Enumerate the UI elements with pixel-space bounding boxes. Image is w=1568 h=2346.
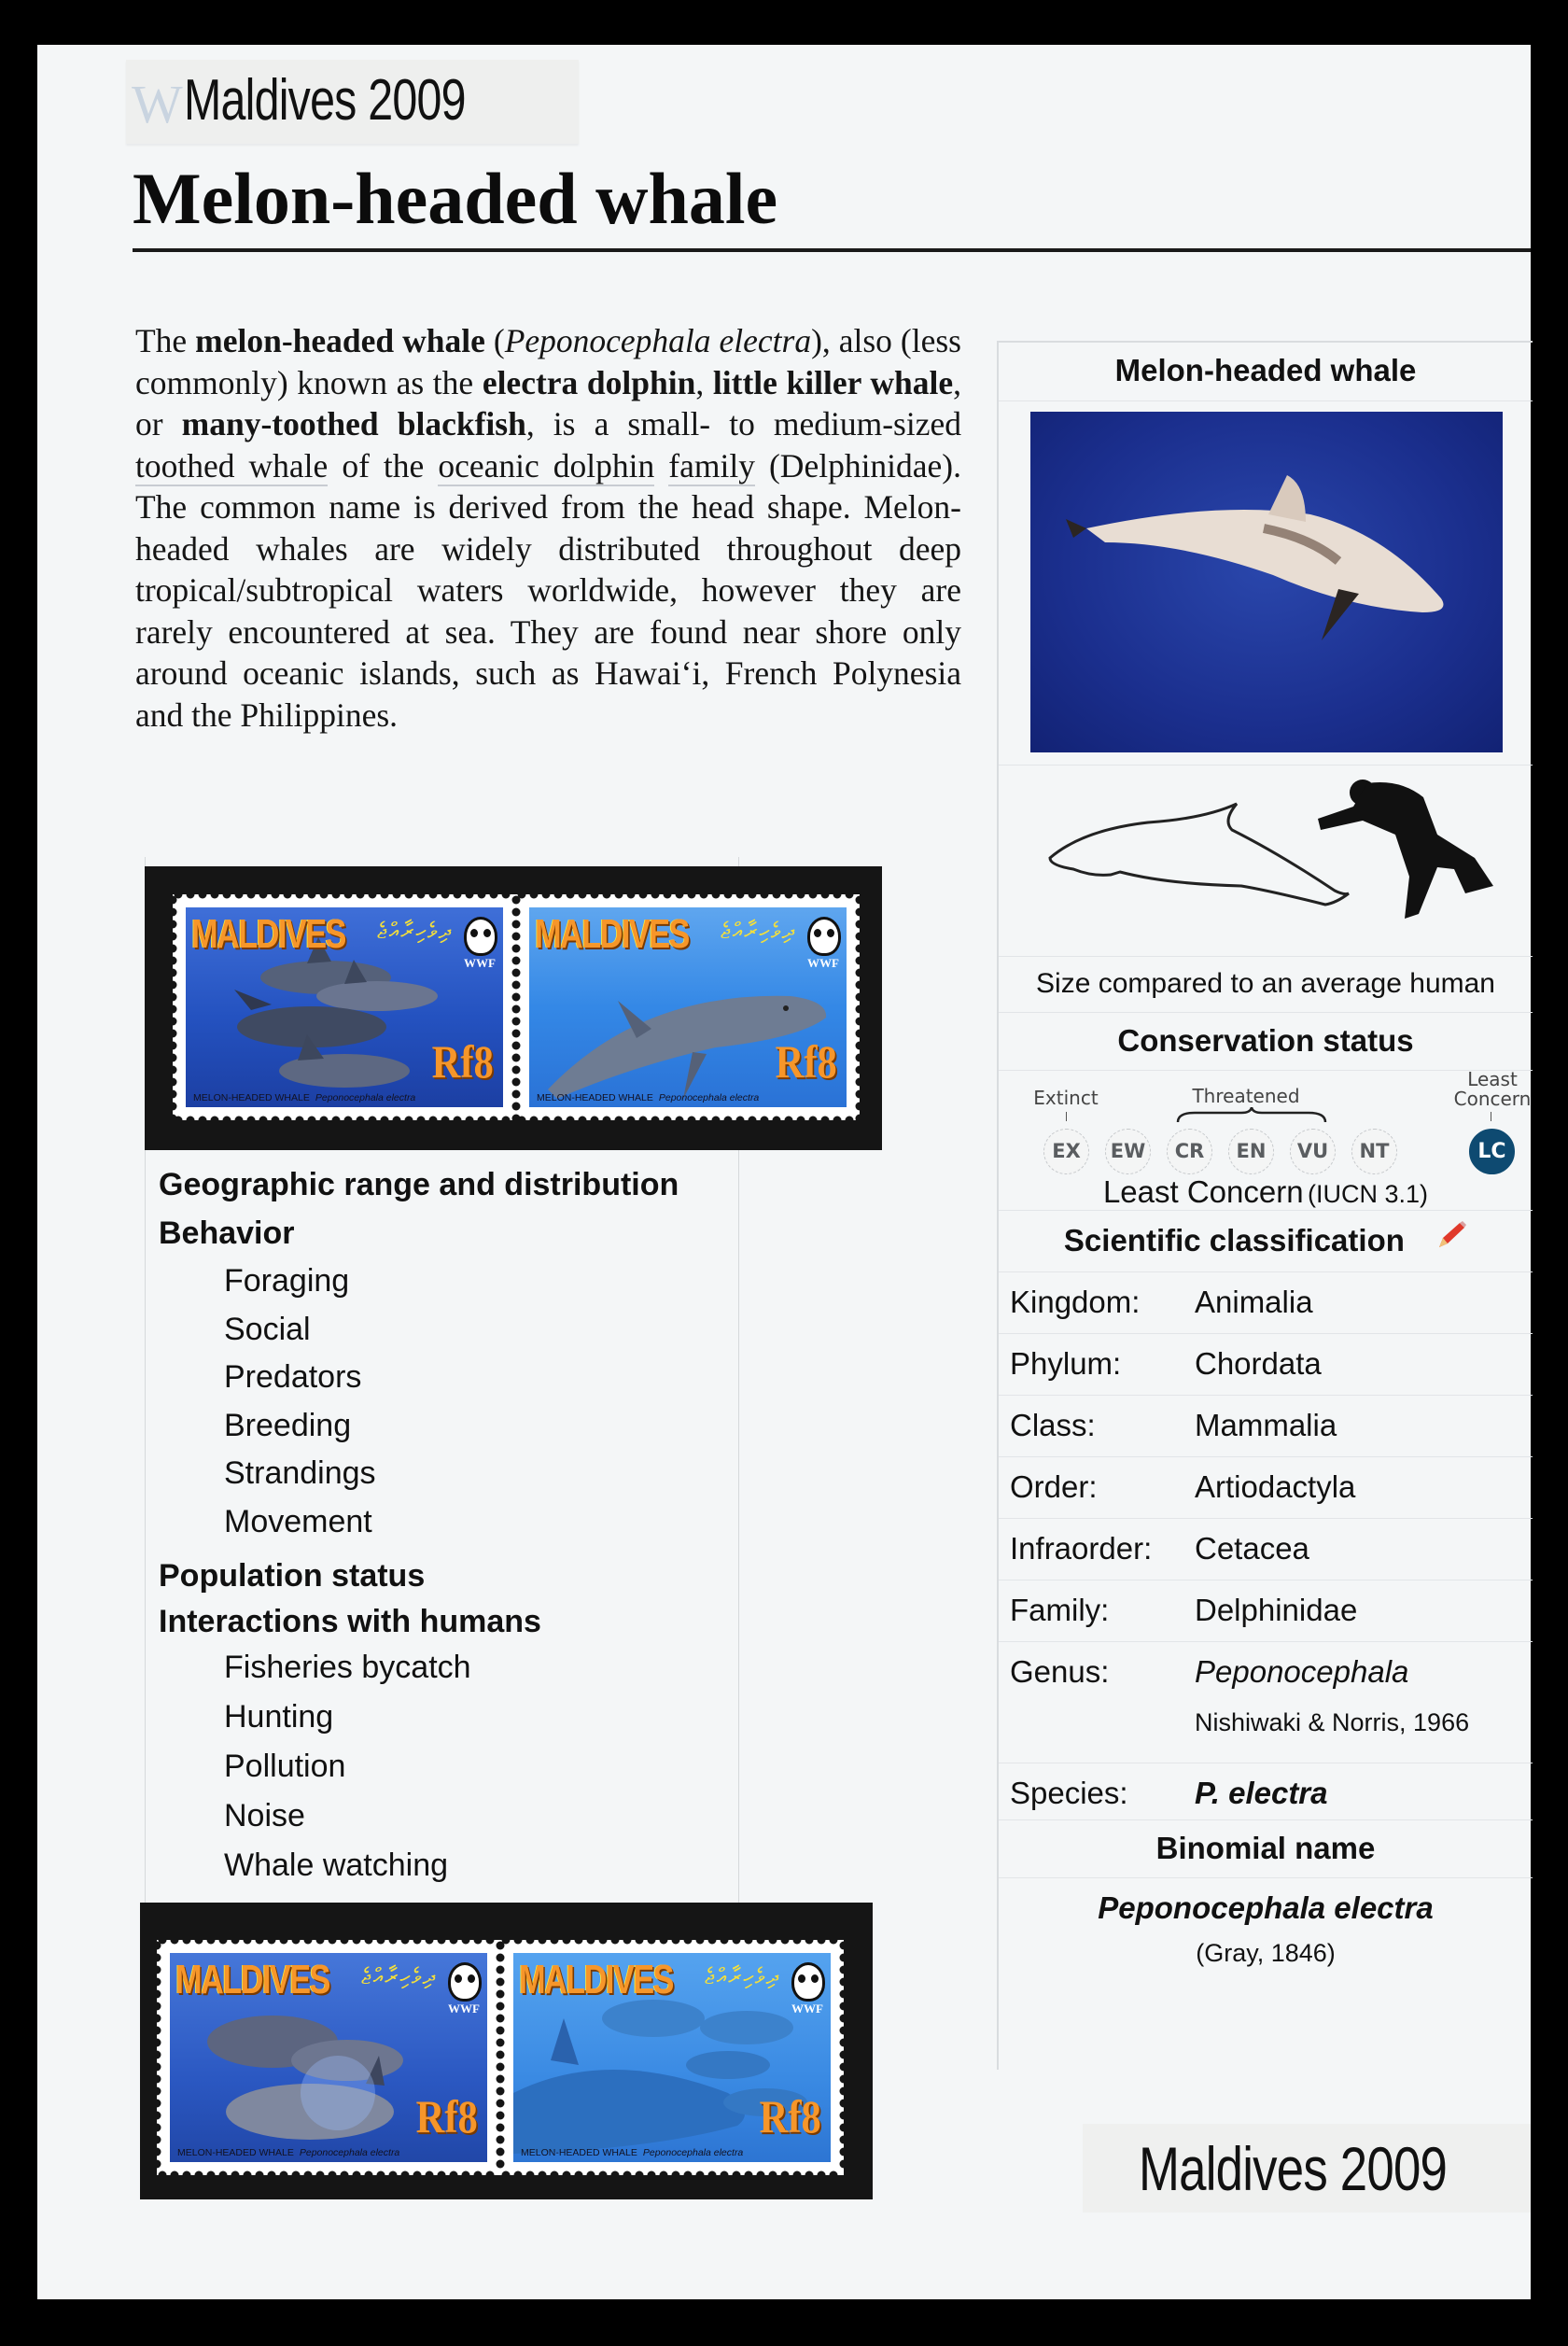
stamp-caption bbox=[537, 1092, 759, 1103]
taxonomy-row-order bbox=[999, 1456, 1533, 1519]
whale-photo[interactable] bbox=[1030, 412, 1503, 752]
taxonomy-value[interactable]: P. electra bbox=[1195, 1776, 1328, 1810]
page-title: Melon-headed whale bbox=[133, 158, 778, 239]
taxonomy-row-infraorder bbox=[999, 1518, 1533, 1580]
taxonomy-rank: Genus: bbox=[1010, 1654, 1110, 1689]
stamp-picture bbox=[170, 1953, 487, 2162]
contents-list bbox=[159, 1160, 679, 1890]
status-line bbox=[999, 1174, 1533, 1210]
stamp-dhivehi-script: ދިވެހިރާއްޖެ bbox=[377, 919, 453, 944]
pencil-icon[interactable] bbox=[1434, 1212, 1467, 1273]
contents-subitem[interactable]: Whale watching bbox=[224, 1847, 449, 1883]
intro-text: , bbox=[695, 363, 713, 401]
wwf-panda-logo bbox=[464, 917, 496, 971]
taxonomy-value[interactable]: Artiodactyla bbox=[1195, 1469, 1356, 1504]
contents-heading[interactable]: Behavior bbox=[159, 1215, 295, 1251]
wwf-text: WWF bbox=[807, 956, 839, 970]
bottom-year-label bbox=[1083, 2124, 1531, 2213]
taxonomy-row-genus bbox=[999, 1641, 1533, 1763]
intro-text: (Delphinidae). The common name is derived from the head shape. Melon-headed whales are widely distributed throughout deep tropical/subtropical waters worldwide, however they are rarely encountered at sea. They are found near shore only around oceanic islands, such as Hawai‘i, French Polynesia and the Philippines. bbox=[135, 446, 962, 734]
taxonomy-value[interactable]: Peponocephala bbox=[1195, 1654, 1409, 1689]
taxonomy-value[interactable]: Delphinidae bbox=[1195, 1593, 1358, 1627]
intro-bold-name: electra dolphin bbox=[482, 363, 696, 401]
link-toothed-whale[interactable]: toothed whale bbox=[135, 446, 329, 485]
taxonomy-rank: Class: bbox=[1010, 1408, 1096, 1442]
status-reference[interactable]: (IUCN 3.1) bbox=[1308, 1180, 1429, 1208]
stamp bbox=[516, 894, 860, 1120]
wwf-panda-logo bbox=[807, 917, 839, 971]
stamp-value: Rf8 bbox=[775, 1035, 837, 1088]
intro-paragraph bbox=[135, 320, 961, 736]
iucn-label-least-concern: Least Concern bbox=[1453, 1068, 1532, 1110]
iucn-en: EN bbox=[1228, 1129, 1274, 1174]
species-infobox bbox=[997, 341, 1533, 2070]
intro-scientific-name: Peponocephala electra bbox=[504, 322, 812, 359]
stamp-scientific-name: Peponocephala electra bbox=[315, 1092, 416, 1103]
stamp-country: MALDIVES bbox=[519, 1957, 673, 2002]
taxonomy-rank: Family: bbox=[1010, 1593, 1110, 1627]
link-family[interactable]: family bbox=[668, 446, 755, 485]
contents-subitem[interactable]: Movement bbox=[224, 1503, 372, 1539]
wwf-text: WWF bbox=[464, 956, 496, 970]
contents-heading[interactable]: Population status bbox=[159, 1558, 426, 1594]
taxonomy-rank: Order: bbox=[1010, 1469, 1098, 1504]
intro-text: ), also (less commonly) known as the bbox=[135, 322, 961, 401]
contents-subitem[interactable]: Predators bbox=[224, 1359, 362, 1395]
taxonomy-row-kingdom bbox=[999, 1271, 1533, 1334]
stamp-country: MALDIVES bbox=[535, 911, 689, 957]
contents-subitem[interactable]: Pollution bbox=[224, 1749, 346, 1784]
contents-subitem[interactable]: Breeding bbox=[224, 1407, 352, 1443]
stamp bbox=[173, 894, 516, 1120]
stamp-scientific-name: Peponocephala electra bbox=[642, 2147, 744, 2158]
iucn-cr: CR bbox=[1167, 1129, 1212, 1174]
classification-heading bbox=[999, 1210, 1533, 1272]
stamp-value: Rf8 bbox=[415, 2090, 478, 2142]
size-comparison-diagram bbox=[999, 765, 1533, 956]
iucn-lc-selected: LC bbox=[1469, 1129, 1515, 1174]
intro-bold-name: little killer whale bbox=[712, 363, 954, 401]
stamp-common-name: MELON-HEADED WHALE bbox=[177, 2147, 294, 2158]
intro-text: , or bbox=[135, 363, 961, 443]
taxonomy-row-phylum bbox=[999, 1333, 1533, 1396]
stamp-common-name: MELON-HEADED WHALE bbox=[521, 2147, 637, 2158]
iucn-ex: EX bbox=[1043, 1129, 1089, 1174]
threatened-brace-icon bbox=[1176, 1107, 1327, 1124]
taxonomy-row-family bbox=[999, 1580, 1533, 1642]
stamp-picture bbox=[529, 907, 847, 1107]
taxonomy-value[interactable]: Chordata bbox=[1195, 1346, 1322, 1381]
size-comparison-row bbox=[999, 765, 1533, 957]
infobox-photo-row bbox=[999, 400, 1533, 766]
stamp-strip-bottom bbox=[140, 1903, 873, 2199]
taxonomy-rank: Phylum: bbox=[1010, 1346, 1122, 1381]
stamp-dhivehi-script: ދިވެހިރާއްޖެ bbox=[721, 919, 796, 944]
stamp-picture bbox=[186, 907, 503, 1107]
wwf-panda-logo bbox=[448, 1962, 480, 2016]
contents-subitem[interactable]: Social bbox=[224, 1311, 311, 1347]
stamp-value: Rf8 bbox=[759, 2090, 821, 2142]
top-year-text: Maldives 2009 bbox=[184, 68, 466, 133]
taxonomy-value[interactable]: Mammalia bbox=[1195, 1408, 1337, 1442]
infobox-title: Melon-headed whale bbox=[999, 343, 1533, 401]
intro-text bbox=[654, 447, 668, 485]
taxonomy-row-species bbox=[999, 1763, 1533, 1820]
stamp-country: MALDIVES bbox=[175, 1957, 329, 2002]
stamp-scientific-name: Peponocephala electra bbox=[299, 2147, 400, 2158]
iucn-nt: NT bbox=[1351, 1129, 1397, 1174]
stamp-strip-top bbox=[145, 866, 882, 1150]
iucn-label-extinct: Extinct bbox=[1033, 1087, 1099, 1109]
panda-icon bbox=[807, 917, 841, 956]
intro-bold-name: many-toothed blackfish bbox=[181, 405, 526, 443]
stamp bbox=[157, 1940, 500, 2175]
iucn-label-threatened: Threatened bbox=[1192, 1085, 1300, 1107]
taxonomy-rank: Species: bbox=[1010, 1776, 1128, 1810]
album-page bbox=[37, 45, 1531, 2299]
binomial-authority[interactable]: (Gray, 1846) bbox=[1196, 1939, 1336, 1967]
wwf-panda-logo bbox=[791, 1962, 823, 2016]
genus-authority[interactable]: Nishiwaki & Norris, 1966 bbox=[1195, 1708, 1470, 1736]
iucn-vu: VU bbox=[1290, 1129, 1336, 1174]
whale-photo-illustration bbox=[1030, 412, 1503, 752]
bottom-year-text: Maldives 2009 bbox=[1139, 2134, 1448, 2203]
stamp-dhivehi-script: ދިވެހިރާއްޖެ bbox=[361, 1964, 437, 1989]
taxonomy-value[interactable]: Animalia bbox=[1195, 1285, 1313, 1319]
contents-subitem[interactable]: Hunting bbox=[224, 1699, 334, 1735]
stamp-picture bbox=[513, 1953, 831, 2162]
title-rule bbox=[133, 248, 1531, 252]
taxonomy-value[interactable]: Cetacea bbox=[1195, 1531, 1309, 1566]
taxonomy-row-class bbox=[999, 1395, 1533, 1457]
stamp-caption bbox=[521, 2147, 743, 2158]
stamp-scientific-name: Peponocephala electra bbox=[658, 1092, 760, 1103]
iucn-tick bbox=[1066, 1112, 1067, 1121]
size-caption: Size compared to an average human bbox=[999, 956, 1533, 1013]
binomial-row bbox=[999, 1877, 1533, 1989]
panda-icon bbox=[448, 1962, 482, 2002]
watermark-letter: W bbox=[132, 74, 182, 134]
stamp-dhivehi-script: ދިވެހިރާއްޖެ bbox=[705, 1964, 780, 1989]
top-year-label bbox=[126, 60, 579, 144]
stamp-caption bbox=[177, 2147, 399, 2158]
binomial-heading: Binomial name bbox=[999, 1819, 1533, 1878]
panda-icon bbox=[464, 917, 497, 956]
stamp-country: MALDIVES bbox=[191, 911, 345, 957]
wwf-text: WWF bbox=[791, 2002, 823, 2016]
binomial-name: Peponocephala electra bbox=[1098, 1890, 1434, 1925]
status-text: Least Concern bbox=[1102, 1174, 1304, 1209]
stamp-common-name: MELON-HEADED WHALE bbox=[193, 1092, 310, 1103]
contents-subitem[interactable]: Noise bbox=[224, 1798, 305, 1833]
classification-heading-text: Scientific classification bbox=[1063, 1223, 1405, 1257]
intro-text: The bbox=[135, 322, 196, 359]
contents-heading[interactable]: Interactions with humans bbox=[159, 1604, 541, 1639]
taxonomy-rank: Infraorder: bbox=[1010, 1531, 1153, 1566]
conservation-heading: Conservation status bbox=[999, 1012, 1533, 1071]
link-oceanic-dolphin[interactable]: oceanic dolphin bbox=[438, 446, 655, 485]
intro-text: ( bbox=[484, 322, 505, 359]
panda-icon bbox=[791, 1962, 825, 2002]
taxonomy-rank: Kingdom: bbox=[1010, 1285, 1141, 1319]
iucn-ew: EW bbox=[1105, 1129, 1151, 1174]
intro-text: , is a small- to medium-sized bbox=[525, 405, 962, 443]
stamp bbox=[500, 1940, 844, 2175]
stamp-caption bbox=[193, 1092, 415, 1103]
contents-subitem[interactable]: Strandings bbox=[224, 1455, 376, 1491]
contents-subitem[interactable]: Foraging bbox=[224, 1263, 350, 1299]
stamp-value: Rf8 bbox=[431, 1035, 494, 1088]
intro-bold-name: melon-headed whale bbox=[195, 322, 485, 359]
stamp-common-name: MELON-HEADED WHALE bbox=[537, 1092, 653, 1103]
conservation-status-row bbox=[999, 1070, 1533, 1211]
wwf-text: WWF bbox=[448, 2002, 480, 2016]
contents-subitem[interactable]: Fisheries bycatch bbox=[224, 1650, 471, 1685]
contents-heading[interactable]: Geographic range and distribution bbox=[159, 1167, 679, 1202]
whale-outline-icon bbox=[1050, 804, 1349, 905]
intro-text: of the bbox=[328, 446, 439, 485]
